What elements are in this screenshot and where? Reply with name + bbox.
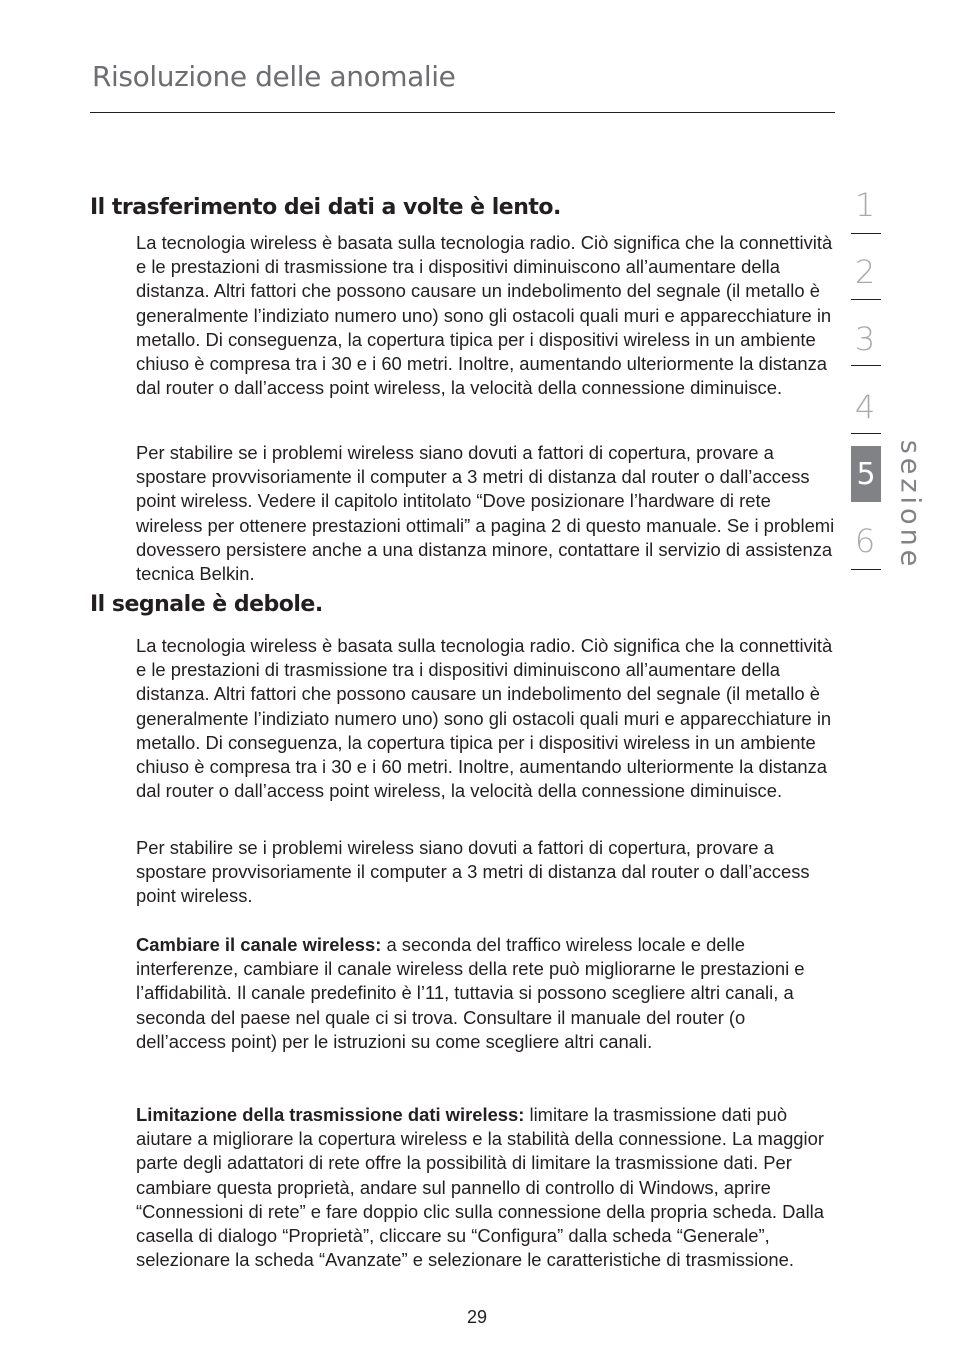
tip-change-channel: [136, 933, 836, 1054]
paragraph-slow-transfer-2: Per stabilire se i problemi wireless siano dovuti a fattori di copertura, provare a spostare provvisoriamente il computer a 3 metri di distanza dal router o dall’access point wireless. Vedere il capitolo intitolato “Dove posizionare l’hardware di rete wireless per ottenere prestazioni ottimali” a pagina 2 di questo manuale. Se i problemi dovessero persistere anche a una distanza minore, contattare il servizio di assistenza tecnica Belkin.: [136, 442, 835, 585]
tip-change-channel-text: a seconda del traffico wireless locale e delle interferenze, cambiare il canale wireless della rete può migliorarne le prestazioni e l’affidabilità. Il canale predefinito è l’11, tuttavia si possono scegliere altri canali, a seconda del paese nel quale ci si trova. Consultare il manuale del router (o dell’access point) per le istruzioni su come scegliere altri canali.: [136, 934, 805, 1052]
paragraph-slow-transfer-1: La tecnologia wireless è basata sulla tecnologia radio. Ciò significa che la connettività e le prestazioni di trasmissione tra i dispositivi diminuiscono all’aumentare della distanza. Altri fattori che possono causare un indebolimento del segnale (il metallo è generalmente l’indiziato numero uno) sono gli ostacoli quali muri e apparecchiature in metallo. Di conseguenza, la copertura tipica per i dispositivi wireless in un ambiente chiuso è compresa tra i 30 e i 60 metri. Inoltre, aumentando ulteriormente la distanza dal router o dall’access point wireless, la velocità della connessione diminuisce.: [136, 232, 833, 399]
paragraph-weak-signal-2: Per stabilire se i problemi wireless siano dovuti a fattori di copertura, provare a spostare provvisoriamente il computer a 3 metri di distanza dal router o dall’access point wireless.: [136, 837, 810, 907]
paragraph-weak-signal-1: La tecnologia wireless è basata sulla tecnologia radio. Ciò significa che la connettività e le prestazioni di trasmissione tra i dispositivi diminuiscono all’aumentare della distanza. Altri fattori che possono causare un indebolimento del segnale (il metallo è generalmente l’indiziato numero uno) sono gli ostacoli quali muri e apparecchiature in metallo. Di conseguenza, la copertura tipica per i dispositivi wireless in un ambiente chiuso è compresa tra i 30 e i 60 metri. Inoltre, aumentando ulteriormente la distanza dal router o dall’access point wireless, la velocità della connessione diminuisce.: [136, 635, 833, 802]
section-nav-label: sezione: [894, 439, 926, 571]
section-nav-divider: [851, 569, 881, 570]
section-nav-item-2: 2: [854, 253, 876, 291]
section-nav-divider: [851, 299, 881, 300]
header-divider: [90, 112, 835, 113]
section-nav-item-5-active: 5: [851, 446, 881, 502]
page-header-title: Risoluzione delle anomalie: [92, 60, 456, 93]
page-number: 29: [466, 1307, 488, 1327]
tip-limit-transmission: [136, 1103, 836, 1272]
tip-limit-transmission-label: Limitazione della trasmissione dati wireless:: [136, 1104, 525, 1125]
tip-limit-transmission-text: limitare la trasmissione dati può aiutare a migliorare la copertura wireless e la stabilità della connessione. La maggior parte degli adattatori di rete offre la possibilità di limitare la trasmissione dati. Per cambiare questa proprietà, andare sul pannello di controllo di Windows, aprire “Connessioni di rete” e fare doppio clic sulla connessione della propria scheda. Dalla casella di dialogo “Proprietà”, cliccare su “Configura” dalla scheda “Generale”, selezionare la scheda “Avanzate” e selezionare le caratteristiche di trasmissione.: [136, 1104, 824, 1271]
section-nav-divider: [851, 365, 881, 366]
section-nav-item-6: 6: [854, 522, 876, 560]
section-nav-item-1: 1: [854, 186, 876, 224]
section-heading-weak-signal: Il segnale è debole.: [90, 592, 323, 617]
section-nav-divider: [851, 433, 881, 434]
section-heading-slow-transfer: Il trasferimento dei dati a volte è lento.: [90, 195, 561, 220]
tip-change-channel-label: Cambiare il canale wireless:: [136, 934, 382, 955]
section-nav-item-4: 4: [854, 388, 876, 426]
section-nav-item-3: 3: [854, 320, 876, 358]
section-nav-divider: [851, 233, 881, 234]
